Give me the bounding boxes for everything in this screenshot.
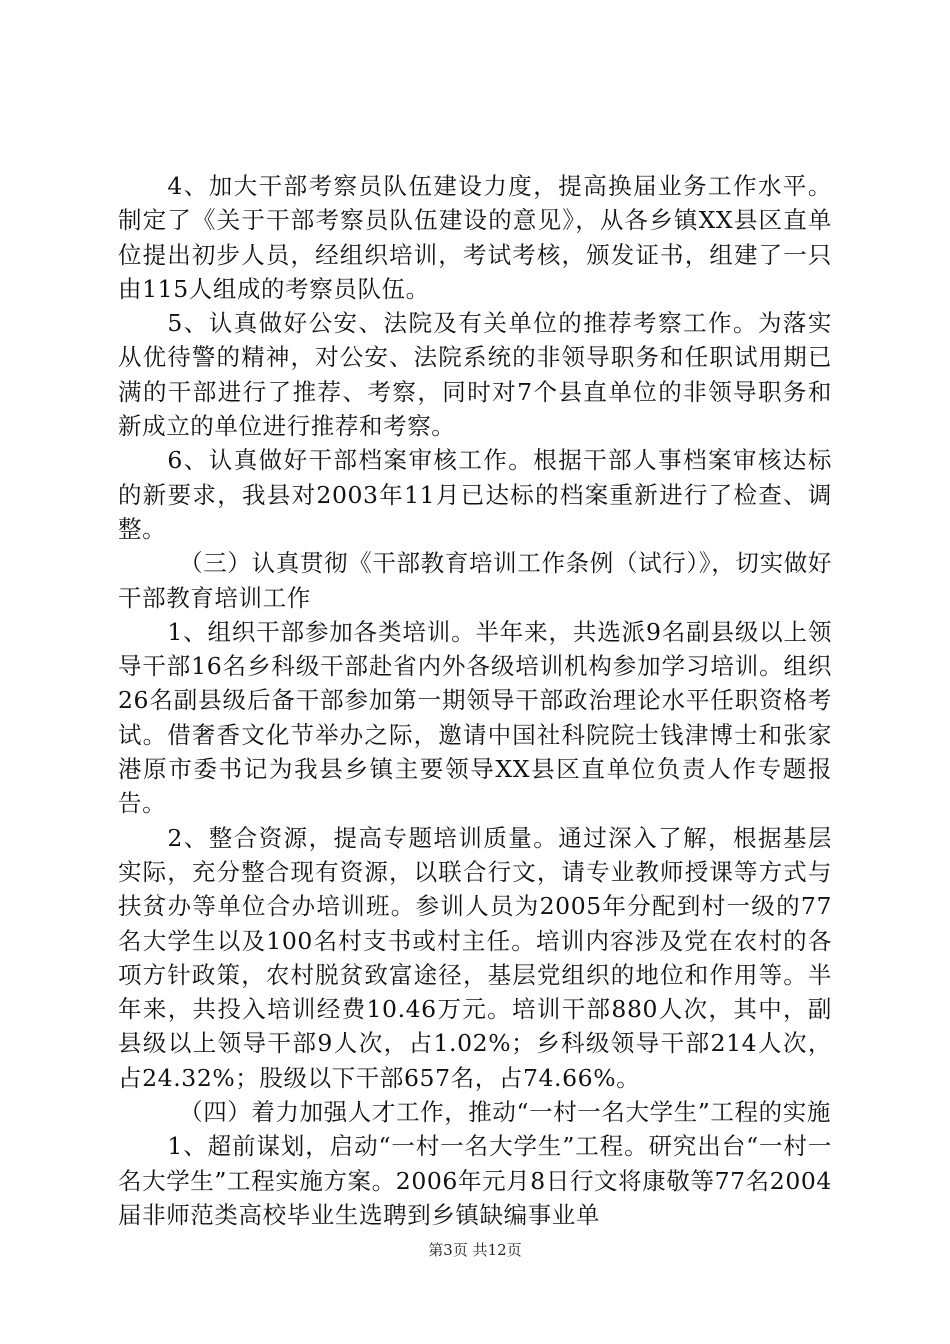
section-heading-4-talent: （四）着力加强人才工作，推动“一村一名大学生”工程的实施 — [179, 1098, 831, 1127]
paragraph-1-training-courses: 1、组织干部参加各类培训。半年来，共选派9名副县级以上领导干部16名乡科级干部赴省内外各级培训机构参加学习培训。组织26名副县级后备干部参加第一期领导干部政治理论水平任职资格考试。借奢香文化节举办之际，邀请中国社科院院士钱津博士和张家港原市委书记为我县乡镇主要领导XX县区直单位负责人作专题报告。 — [118, 617, 832, 818]
paragraph-6-archive-audit: 6、认真做好干部档案审核工作。根据干部人事档案审核达标的新要求，我县对2003年11月已达标的档案重新进行了检查、调整。 — [118, 446, 832, 543]
paragraph-2-integrate-resources: 2、整合资源，提高专题培训质量。通过深入了解，根据基层实际，充分整合现有资源，以联合行文，请专业教师授课等方式与扶贫办等单位合办培训班。参训人员为2005年分配到村一级的77名大学生以及100名村支书或村主任。培训内容涉及党在农村的各项方针政策，农村脱贫致富途径，基层党组织的地位和作用等。半年来，共投入培训经费10.46万元。培训干部880人次，其中，副县级以上领导干部9人次，占1.02%；乡科级领导干部214人次，占24.32%；股级以下干部657名，占74.66%。 — [118, 823, 832, 1092]
page-number-footer: 第3页 共12页 — [428, 1241, 522, 1259]
paragraph-4-examiner-team: 4、加大干部考察员队伍建设力度，提高换届业务工作水平。制定了《关于干部考察员队伍建设的意见》，从各乡镇XX县区直单位提出初步人员，经组织培训，考试考核，颁发证书，组建了一只由115人组成的考察员队伍。 — [118, 172, 832, 303]
paragraph-1-village-graduate-project: 1、超前谋划，启动“一村一名大学生”工程。研究出台“一村一名大学生”工程实施方案。2006年元月8日行文将康敬等77名2004届非师范类高校毕业生选聘到乡镇缺编事业单 — [118, 1132, 832, 1229]
section-heading-3-training: （三）认真贯彻《干部教育培训工作条例（试行）》，切实做好干部教育培训工作 — [118, 549, 832, 612]
document-body — [118, 169, 832, 1232]
paragraph-5-police-court-review: 5、认真做好公安、法院及有关单位的推荐考察工作。为落实从优待警的精神，对公安、法院系统的非领导职务和任职试用期已满的干部进行了推荐、考察，同时对7个县直单位的非领导职务和新成立的单位进行推荐和考察。 — [118, 309, 832, 441]
